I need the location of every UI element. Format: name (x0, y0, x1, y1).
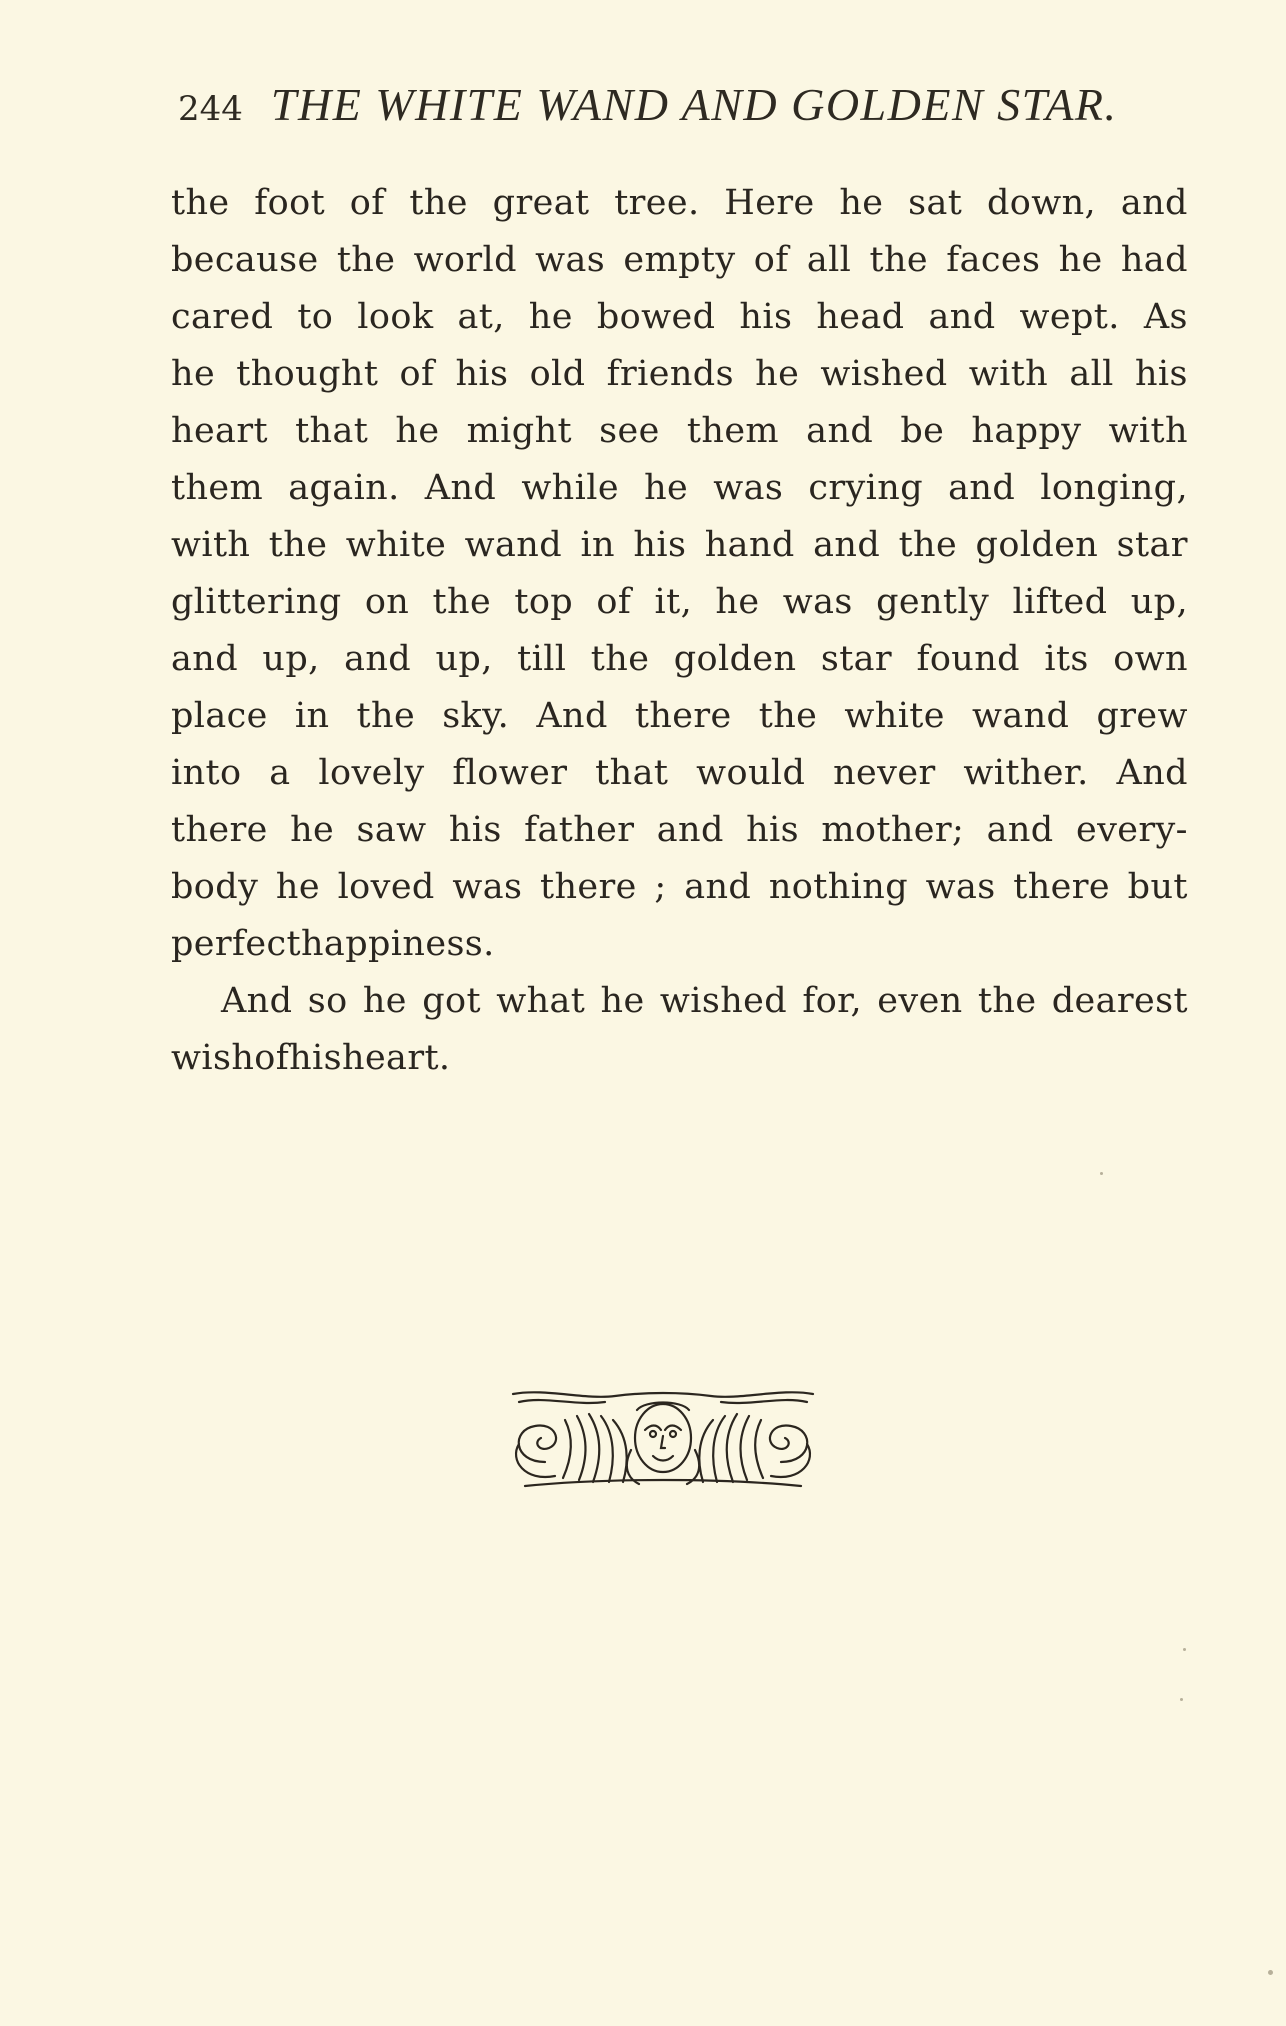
word: and (806, 411, 874, 451)
word: body (171, 867, 259, 907)
text-line (171, 460, 1188, 517)
word: had (1120, 240, 1188, 280)
word: at, (457, 297, 505, 337)
word: crying (808, 468, 924, 508)
word: saw (356, 810, 427, 850)
word: head (816, 297, 905, 337)
word: his (289, 1038, 342, 1078)
word: the (758, 696, 818, 736)
word: he (600, 981, 645, 1021)
word: flower (452, 753, 568, 793)
word: great (492, 183, 590, 223)
word: a (269, 753, 291, 793)
tailpiece-ornament-icon (505, 1390, 821, 1490)
word: wand (464, 525, 563, 565)
word: Here (724, 183, 815, 223)
word: own (1113, 639, 1188, 679)
text-line (171, 346, 1188, 403)
word: As (1143, 297, 1188, 337)
word: wished (820, 354, 948, 394)
word: wish (171, 1038, 255, 1078)
paper-speck (1180, 1698, 1183, 1701)
word: star (1116, 525, 1188, 565)
word: that (295, 411, 369, 451)
word: the (432, 582, 492, 622)
word: he (362, 981, 407, 1021)
word: of (399, 354, 435, 394)
word: in (580, 525, 615, 565)
word: lifted (1012, 582, 1108, 622)
word: the (590, 639, 650, 679)
word: the (336, 240, 396, 280)
word: ; (654, 867, 667, 907)
paragraph-1 (171, 175, 1188, 973)
word: he (755, 354, 800, 394)
text-line (171, 517, 1188, 574)
word: for, (802, 981, 862, 1021)
word: the (898, 525, 958, 565)
word: that (595, 753, 669, 793)
word: never (833, 753, 936, 793)
word: perfect (171, 924, 301, 964)
word: sky. (442, 696, 510, 736)
word: he (275, 867, 320, 907)
word: was (535, 240, 606, 280)
word: top (514, 582, 574, 622)
word: his (633, 525, 687, 565)
word: down, (986, 183, 1097, 223)
text-line (171, 232, 1188, 289)
word: he (715, 582, 760, 622)
paragraph-2 (171, 973, 1188, 1087)
word: would (696, 753, 806, 793)
word: all (1069, 354, 1114, 394)
paper-speck (1268, 1970, 1273, 1975)
word: up, (262, 639, 320, 679)
word: the (356, 696, 416, 736)
word: foot (254, 183, 326, 223)
word: heart (171, 411, 268, 451)
word: and (986, 810, 1054, 850)
text-line (171, 574, 1188, 631)
word: bowed (596, 297, 716, 337)
word: And (536, 696, 608, 736)
word: them (171, 468, 264, 508)
word: faces (946, 240, 1041, 280)
word: be (900, 411, 945, 451)
word: his (1134, 354, 1188, 394)
word: friends (606, 354, 734, 394)
word: thought (236, 354, 379, 394)
word: while (521, 468, 619, 508)
word: found (916, 639, 1020, 679)
word: again. (288, 468, 400, 508)
word: tree. (614, 183, 700, 223)
text-line (171, 973, 1188, 1030)
word: he (644, 468, 689, 508)
word: grew (1096, 696, 1188, 736)
text-line (171, 289, 1188, 346)
word: was (713, 468, 784, 508)
word: his (746, 810, 799, 850)
word: And (1116, 753, 1188, 793)
word: hand (704, 525, 795, 565)
word: and (1120, 183, 1188, 223)
word: old (529, 354, 586, 394)
word: got (422, 981, 481, 1021)
word: world (413, 240, 517, 280)
word: happiness. (300, 924, 495, 964)
word: wished (659, 981, 788, 1021)
text-line (171, 175, 1188, 232)
word: and (656, 810, 724, 850)
word: mother; (821, 810, 965, 850)
word: and (344, 639, 412, 679)
word: wand (971, 696, 1070, 736)
word: sat (908, 183, 963, 223)
word: of (596, 582, 632, 622)
paper-speck (1100, 1172, 1103, 1175)
text-line (171, 403, 1188, 460)
word: to (297, 297, 334, 337)
word: place (171, 696, 268, 736)
word: look (357, 297, 434, 337)
word: empty (623, 240, 736, 280)
word: with (171, 525, 251, 565)
word: the (977, 981, 1037, 1021)
word: he (839, 183, 884, 223)
word: his (455, 354, 509, 394)
word: on (364, 582, 410, 622)
word: every- (1075, 810, 1188, 850)
word: into (171, 753, 242, 793)
word: of (349, 183, 385, 223)
word: with (1108, 411, 1188, 451)
word: white (844, 696, 945, 736)
word: the (171, 183, 230, 223)
word: there (539, 867, 637, 907)
word: see (599, 411, 660, 451)
word: white (345, 525, 447, 565)
text-line (171, 859, 1188, 916)
word: he (290, 810, 335, 850)
word: lovely (318, 753, 425, 793)
word: heart. (342, 1038, 451, 1078)
word: cared (171, 297, 274, 337)
word: star (820, 639, 893, 679)
word: there (171, 810, 268, 850)
word: And (424, 468, 497, 508)
paper-speck (1183, 1648, 1186, 1651)
body-text (171, 175, 1188, 1087)
word: golden (975, 525, 1099, 565)
word: golden (673, 639, 797, 679)
word: and (684, 867, 752, 907)
word: was (452, 867, 523, 907)
word: he (1058, 240, 1103, 280)
page-number: 244 (178, 89, 243, 129)
word: and (928, 297, 996, 337)
word: and (948, 468, 1016, 508)
page-header (178, 78, 1188, 134)
word: glittering (171, 582, 342, 622)
word: wept. (1019, 297, 1120, 337)
word: them (686, 411, 780, 451)
text-line (171, 1030, 1188, 1087)
word: up, (435, 639, 493, 679)
word: with (968, 354, 1049, 394)
running-title: THE WHITE WAND AND GOLDEN STAR. (270, 79, 1118, 130)
word: his (448, 810, 502, 850)
text-line (171, 688, 1188, 745)
word: dearest (1051, 981, 1188, 1021)
word: might (466, 411, 572, 451)
word: what (496, 981, 586, 1021)
word: all (806, 240, 852, 280)
word: of (753, 240, 789, 280)
word: his (739, 297, 793, 337)
word: up, (1130, 582, 1188, 622)
word: was (925, 867, 996, 907)
word: and (171, 639, 239, 679)
word: the (268, 525, 328, 565)
word: there (1013, 867, 1111, 907)
word: happy (971, 411, 1082, 451)
word: gently (876, 582, 990, 622)
word: so (307, 981, 348, 1021)
word: he (395, 411, 440, 451)
word: there (634, 696, 732, 736)
word: even (877, 981, 963, 1021)
word: the (869, 240, 929, 280)
word: and (813, 525, 881, 565)
word: And (221, 981, 293, 1021)
word: loved (337, 867, 435, 907)
word: was (782, 582, 853, 622)
word: nothing (768, 867, 909, 907)
word: he (528, 297, 573, 337)
text-line (171, 745, 1188, 802)
word: longing, (1040, 468, 1188, 508)
text-line (171, 802, 1188, 859)
word: father (524, 810, 635, 850)
text-line (171, 631, 1188, 688)
text-line (171, 916, 1188, 973)
word: of (254, 1038, 290, 1078)
word: it, (654, 582, 693, 622)
word: wither. (963, 753, 1089, 793)
word: till (517, 639, 567, 679)
word: he (171, 354, 216, 394)
word: in (294, 696, 330, 736)
word: because (171, 240, 319, 280)
word: the (409, 183, 468, 223)
word: but (1127, 867, 1188, 907)
word: its (1044, 639, 1089, 679)
